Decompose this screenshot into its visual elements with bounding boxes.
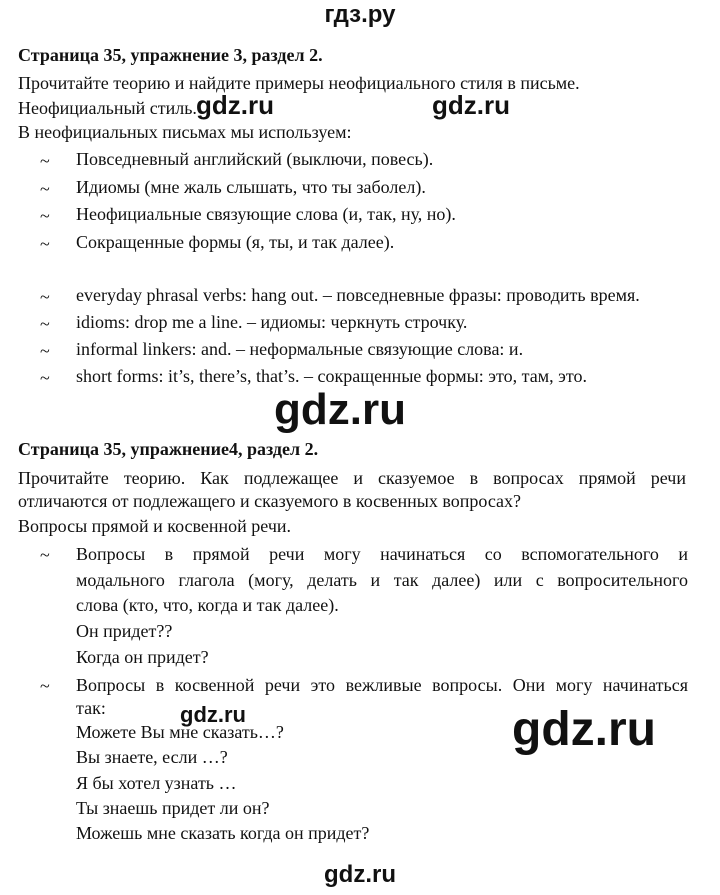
- indirect-example: Ты знаешь придет ли он?: [76, 798, 270, 818]
- watermark: gdz.ru: [324, 861, 396, 888]
- indirect-example: Можете Вы мне сказать…?: [76, 722, 284, 742]
- section1-intro: В неофициальных письмах мы используем:: [18, 122, 352, 142]
- watermark: gdz.ru: [196, 90, 274, 120]
- section1-title: Страница 35, упражнение 3, раздел 2.: [18, 45, 323, 65]
- direct-example: Когда он придет?: [76, 647, 209, 667]
- section2-heading: Вопросы прямой и косвенной речи.: [18, 516, 292, 536]
- indirect-line1: Вопросы в косвенной речи это вежливые вопросы. Они могу начинаться: [76, 675, 688, 695]
- list-bullet: ~: [40, 234, 50, 254]
- list-item: Сокращенные формы (я, ты, и так далее).: [76, 232, 395, 252]
- indirect-line2: так:: [76, 698, 106, 718]
- list-item: short forms: it’s, there’s, that’s. – сокращенные формы: это, там, это.: [76, 366, 587, 386]
- watermark: gdz.ru: [180, 702, 246, 727]
- section1-task: Прочитайте теорию и найдите примеры неофициального стиля в письме.: [18, 73, 580, 93]
- direct-line1: Вопросы в прямой речи могу начинаться со вспомогательного и: [76, 544, 688, 564]
- direct-example: Он придет??: [76, 621, 173, 641]
- list-bullet: ~: [40, 676, 50, 696]
- section2-task-line2: отличаются от подлежащего и сказуемого в косвенных вопросах?: [18, 491, 522, 511]
- list-item: everyday phrasal verbs: hang out. – повседневные фразы: проводить время.: [76, 285, 640, 305]
- list-bullet: ~: [40, 341, 50, 361]
- list-bullet: ~: [40, 545, 50, 565]
- watermark: gdz.ru: [512, 703, 656, 756]
- direct-line2: модального глагола (могу, делать и так далее) или с вопросительного: [76, 570, 688, 590]
- list-bullet: ~: [40, 151, 50, 171]
- direct-line3: слова (кто, что, когда и так далее).: [76, 595, 339, 615]
- indirect-example: Вы знаете, если …?: [76, 747, 228, 767]
- list-item: Неофициальные связующие слова (и, так, ну, но).: [76, 204, 456, 224]
- watermark: gdz.ru: [274, 385, 406, 434]
- site-header: гдз.ру: [324, 1, 396, 28]
- section2-title: Страница 35, упражнение4, раздел 2.: [18, 439, 319, 459]
- indirect-example: Я бы хотел узнать …: [76, 773, 237, 793]
- list-item: informal linkers: and. – неформальные связующие слова: и.: [76, 339, 524, 359]
- list-bullet: ~: [40, 368, 50, 388]
- list-item: Повседневный английский (выключи, повесь).: [76, 149, 434, 169]
- section2-task-line1: Прочитайте теорию. Как подлежащее и сказуемое в вопросах прямой речи: [18, 468, 686, 488]
- list-bullet: ~: [40, 206, 50, 226]
- list-bullet: ~: [40, 314, 50, 334]
- list-bullet: ~: [40, 287, 50, 307]
- list-item: idioms: drop me a line. – идиомы: черкнуть строчку.: [76, 312, 468, 332]
- indirect-example: Можешь мне сказать когда он придет?: [76, 823, 370, 843]
- list-bullet: ~: [40, 179, 50, 199]
- watermark: gdz.ru: [432, 90, 510, 120]
- section1-style-label: Неофициальный стиль.: [18, 98, 197, 118]
- list-item: Идиомы (мне жаль слышать, что ты заболел).: [76, 177, 426, 197]
